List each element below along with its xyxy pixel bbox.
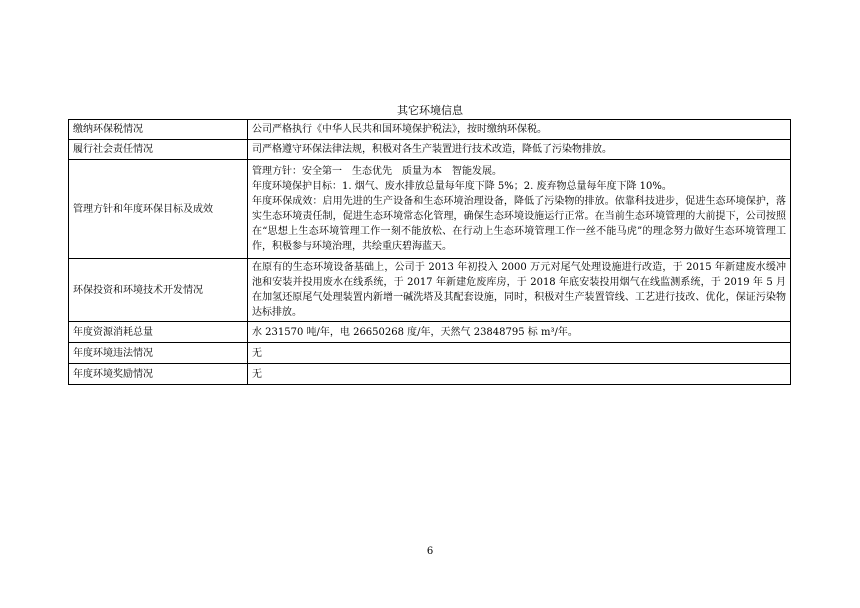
row-label: 年度资源消耗总量: [69, 322, 248, 343]
content-line: 年度环保成效：启用先进的生产设备和生态环境治理设备，降低了污染物的排放。依靠科技进步，促进生态环境保护，落实生态环境责任制，促进生态环境常态化管理，确保生态环境设施运行正常。在当前生态环境管理的大前提下，公司按照在“思想上生态环境管理工作一刻不能放松、在行动上生态环境管理工作一丝不能马虎”的理念努力做好生态环境管理工作，积极参与环境治理，共绘重庆碧海蓝天。: [252, 196, 786, 252]
content-line: 公司严格执行《中华人民共和国环境保护税法》，按时缴纳环保税。: [252, 124, 547, 135]
row-label: 年度环境违法情况: [69, 343, 248, 364]
content-line: 无: [252, 347, 262, 359]
row-content: [248, 120, 791, 140]
row-label: 管理方针和年度环保目标及成效: [69, 160, 248, 259]
environment-info-table: [68, 119, 791, 385]
table-row: [69, 364, 791, 385]
table-row: [69, 160, 791, 259]
row-content: [248, 364, 791, 385]
content-line: 水 231570 吨/年，电 26650268 度/年，天然气 23848795 标 m³/年。: [252, 326, 578, 338]
table-caption: 其它环境信息: [397, 104, 463, 117]
row-content: [248, 322, 791, 343]
row-label: 履行社会责任情况: [69, 140, 248, 160]
row-label: 缴纳环保税情况: [69, 120, 248, 140]
table-row: [69, 259, 791, 322]
table-row: [69, 140, 791, 160]
content-line: 年度环境保护目标：1. 烟气、废水排放总量每年度下降 5%；2. 废弃物总量每年度下降 10%。: [252, 181, 672, 192]
row-content: [248, 343, 791, 364]
content-line: 管理方针：安全第一 生态优先 质量为本 智能发展。: [252, 166, 502, 177]
row-label: 环保投资和环境技术开发情况: [69, 259, 248, 322]
content-line: 在原有的生态环境设备基础上，公司于 2013 年初投入 2000 万元对尾气处理设施进行改造，于 2015 年新建废水缓冲池和安装并投用废水在线系统，于 2017 年新建危废库房，于 2018 年底安装投用烟气在线监测系统，于 2019 年 5 月在加氢还原尾气处理装置内新增一碱洗塔及其配套设施，同时，积极对生产装置管线、工艺进行技改、优化，保证污染物达标排放。: [252, 262, 786, 318]
row-content: [248, 160, 791, 259]
content-line: 无: [252, 368, 262, 380]
row-label: 年度环境奖励情况: [69, 364, 248, 385]
content-line: 司严格遵守环保法律法规，积极对各生产装置进行技术改造，降低了污染物排放。: [252, 144, 612, 155]
row-content: [248, 259, 791, 322]
table-row: [69, 343, 791, 364]
row-content: [248, 140, 791, 160]
page-number: 6: [426, 546, 434, 557]
table-row: [69, 322, 791, 343]
table-row: [69, 120, 791, 140]
